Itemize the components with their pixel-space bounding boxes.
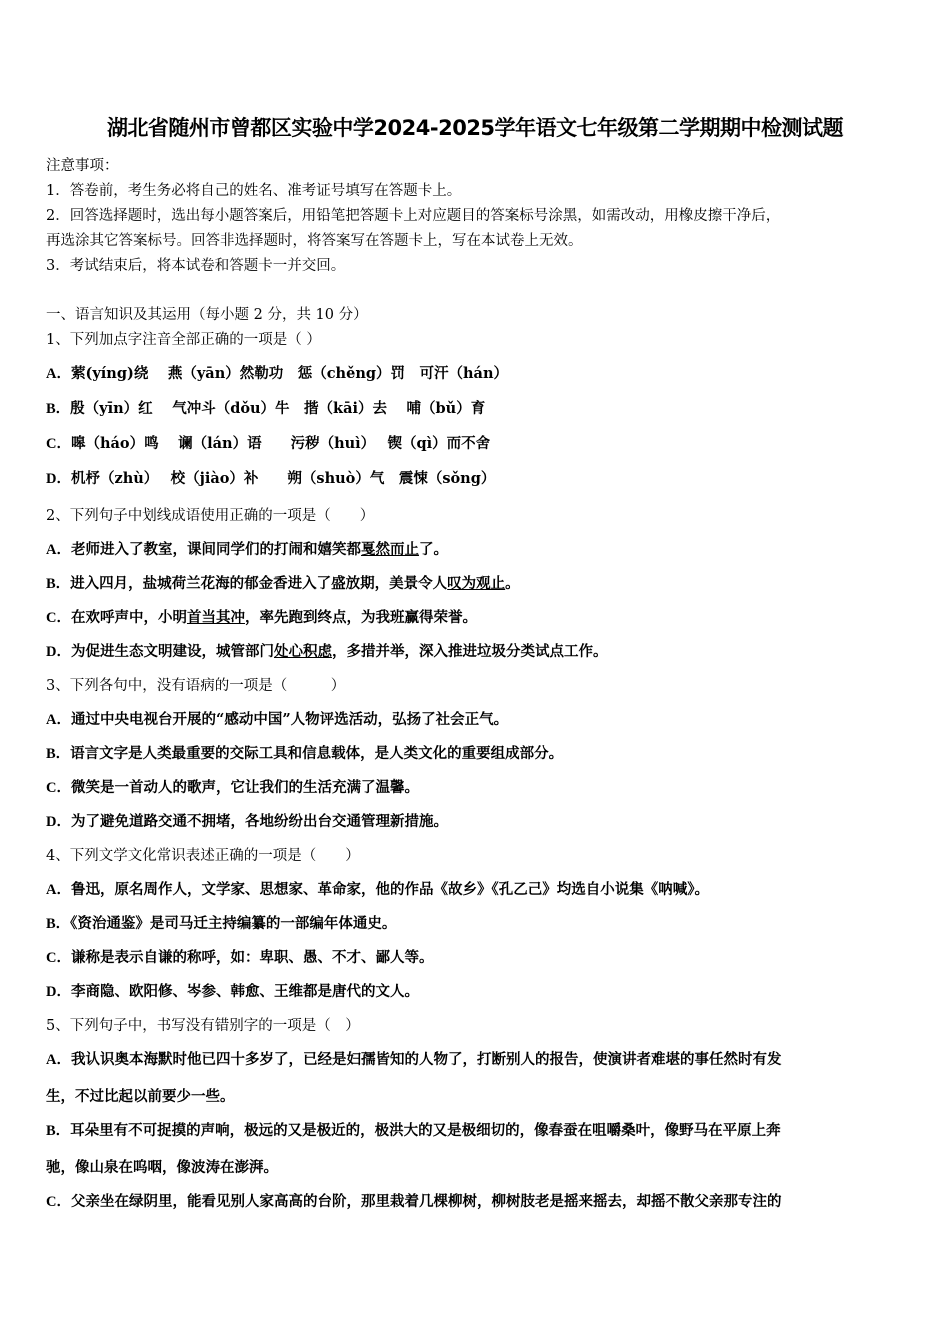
option-a [46, 708, 508, 729]
option-a [46, 362, 508, 383]
option-b-continued: 驰，像山泉在呜咽，像波涛在澎湃。 [46, 1159, 278, 1176]
underlined-idiom: 首当其冲 [186, 609, 245, 626]
option-letter: B． [46, 916, 71, 932]
question-stem: 4、下列文学文化常识表述正确的一项是（ ） [46, 848, 360, 864]
option-text: 谦称是表示自谦的称呼，如：卑职、愚、不才、鄙人等。 [70, 949, 434, 966]
option-text: ，多措并举，深入推进垃圾分类试点工作。 [331, 643, 608, 660]
option-text: 通过中央电视台开展的“感动中国”人物评选活动，弘扬了社会正气。 [70, 711, 509, 728]
option-letter: D． [46, 984, 71, 1000]
section-heading: 一、语言知识及其运用（每小题 2 分，共 10 分） [46, 307, 368, 323]
option-letter: B． [46, 1123, 71, 1139]
notice-item: 2．回答选择题时，选出每小题答案后，用铅笔把答题卡上对应题目的答案标号涂黑，如需改动，用橡皮擦干净后， [46, 208, 781, 224]
option-c [46, 606, 477, 627]
option-text: 进入四月，盐城荷兰花海的郁金香进入了盛放期，美景令人 [70, 575, 448, 592]
notice-item: 3．考试结束后，将本试卷和答题卡一并交回。 [46, 258, 346, 274]
option-text: 微笑是一首动人的歌声，它让我们的生活充满了温馨。 [70, 779, 419, 796]
option-letter: D． [46, 814, 71, 830]
option-c [46, 1190, 781, 1211]
option-c [46, 776, 419, 797]
option-d [46, 467, 495, 488]
option-text: 为了避免道路交通不拥堵，各地纷纷出台交通管理新措施。 [70, 813, 448, 830]
page-title: 湖北省随州市曾都区实验中学2024-2025学年语文七年级第二学期期中检测试题 [106, 116, 844, 140]
option-b [46, 397, 485, 418]
option-letter: A． [46, 542, 71, 558]
option-d [46, 980, 419, 1001]
option-text: 我认识奥本海默时他已四十多岁了，已经是妇孺皆知的人物了，打断别人的报告，使演讲者难堪的事任然时有发 [70, 1051, 782, 1068]
option-text: 为促进生态文明建设，城管部门 [70, 643, 274, 660]
option-letter: A． [46, 366, 71, 382]
option-d [46, 810, 448, 831]
underlined-idiom: 处心积虑 [273, 643, 332, 660]
option-text: 萦(yíng)绕 燕（yān）然勒功 惩（chěng）罚 可汗（hán） [70, 365, 508, 382]
option-a [46, 1048, 781, 1069]
option-letter: A． [46, 882, 71, 898]
option-text: 鲁迅，原名周作人，文学家、思想家、革命家，他的作品《故乡》《孔乙己》均选自小说集《呐喊》。 [70, 881, 709, 898]
option-text: 李商隐、欧阳修、岑参、韩愈、王维都是唐代的文人。 [70, 983, 419, 1000]
option-c [46, 946, 433, 967]
option-letter: B． [46, 576, 71, 592]
option-text: ，率先跑到终点，为我班赢得荣誉。 [244, 609, 477, 626]
question-stem: 5、下列句子中，书写没有错别字的一项是（ ） [46, 1018, 360, 1034]
option-letter: C． [46, 610, 71, 626]
option-b [46, 1119, 781, 1140]
underlined-idiom: 戛然而止 [360, 541, 419, 558]
option-letter: A． [46, 712, 71, 728]
option-text: 殷（yīn）红 气冲斗（dǒu）牛 揩（kāi）去 哺（bǔ）育 [70, 400, 486, 417]
option-text: 语言文字是人类最重要的交际工具和信息载体，是人类文化的重要组成部分。 [70, 745, 564, 762]
notice-item: 再选涂其它答案标号。回答非选择题时，将答案写在答题卡上，写在本试卷上无效。 [46, 233, 583, 249]
option-letter: D． [46, 644, 71, 660]
option-text: 耳朵里有不可捉摸的声响，极远的又是极近的，极洪大的又是极细切的，像春蚕在咀嚼桑叶，像野马在平原上奔 [70, 1122, 781, 1139]
option-text: 机杼（zhù） 校（jiào）补 朔（shuò）气 震悚（sǒng） [70, 470, 496, 487]
notice-heading: 注意事项： [46, 158, 119, 174]
question-stem: 2、下列句子中划线成语使用正确的一项是（ ） [46, 508, 375, 524]
option-a-continued: 生，不过比起以前要少一些。 [46, 1088, 235, 1105]
option-text: 父亲坐在绿阴里，能看见别人家高高的台阶，那里栽着几棵柳树，柳树肢老是摇来摇去，却摇不散父亲那专注的 [70, 1193, 782, 1210]
option-b [46, 742, 563, 763]
option-letter: C． [46, 950, 71, 966]
option-b [46, 912, 396, 933]
option-a [46, 538, 448, 559]
option-text: 《资治通鉴》是司马迁主持编纂的一部编年体通史。 [70, 915, 397, 932]
option-letter: A． [46, 1052, 71, 1068]
option-text: 老师进入了教室，课间同学们的打闹和嬉笑都 [70, 541, 361, 558]
option-text: 了。 [418, 541, 448, 558]
option-letter: C． [46, 1194, 71, 1210]
underlined-idiom: 叹为观止 [447, 575, 506, 592]
option-b [46, 572, 520, 593]
option-a [46, 878, 709, 899]
question-stem: 1、下列加点字注音全部正确的一项是（ ） [46, 332, 321, 348]
option-d [46, 640, 607, 661]
option-letter: C． [46, 436, 71, 452]
option-c [46, 432, 490, 453]
option-text: 。 [505, 575, 520, 592]
option-text: 在欢呼声中，小明 [70, 609, 187, 626]
option-letter: B． [46, 746, 71, 762]
option-letter: B． [46, 401, 71, 417]
option-letter: D． [46, 471, 71, 487]
question-stem: 3、下列各句中，没有语病的一项是（ ） [46, 678, 346, 694]
option-text: 嗥（háo）鸣 谰（lán）语 污秽（huì） 锲（qì）而不舍 [70, 435, 491, 452]
notice-item: 1．答卷前，考生务必将自己的姓名、准考证号填写在答题卡上。 [46, 183, 462, 199]
option-letter: C． [46, 780, 71, 796]
